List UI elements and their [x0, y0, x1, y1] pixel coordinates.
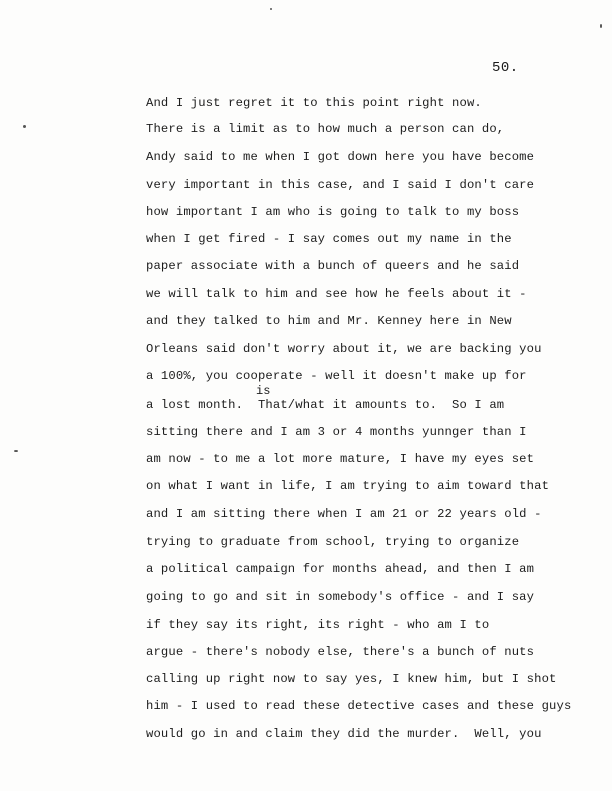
text-line: a lost month. That/what it amounts to. So I am	[146, 398, 505, 412]
text-line: argue - there's nobody else, there's a bunch of nuts	[146, 645, 535, 659]
text-line: when I get fired - I say comes out my name in the	[146, 232, 512, 246]
text-line: and they talked to him and Mr. Kenney here in New	[146, 314, 512, 328]
interlinear-insertion: is	[256, 384, 271, 398]
text-line: sitting there and I am 3 or 4 months yunnger than I	[146, 425, 527, 439]
text-line: paper associate with a bunch of queers and he said	[146, 259, 520, 273]
text-line: him - I used to read these detective cases and these guys	[146, 699, 572, 713]
scan-speck	[600, 24, 602, 28]
text-line: and I am sitting there when I am 21 or 22 years old -	[146, 507, 542, 521]
text-line: am now - to me a lot more mature, I have my eyes set	[146, 452, 535, 466]
text-line: Orleans said don't worry about it, we are backing you	[146, 342, 542, 356]
text-line: very important in this case, and I said I don't care	[146, 178, 535, 192]
text-line: Andy said to me when I got down here you have become	[146, 150, 535, 164]
text-line: if they say its right, its right - who am I to	[146, 618, 490, 632]
scan-speck	[270, 8, 272, 10]
text-line: we will talk to him and see how he feels about it -	[146, 287, 527, 301]
text-line: a political campaign for months ahead, and then I am	[146, 562, 535, 576]
text-line: would go in and claim they did the murder. Well, you	[146, 727, 542, 741]
scan-speck	[14, 450, 18, 452]
text-line: on what I want in life, I am trying to aim toward that	[146, 479, 550, 493]
page-number: 50.	[492, 60, 519, 76]
text-line: calling up right now to say yes, I knew him, but I shot	[146, 672, 557, 686]
text-line: There is a limit as to how much a person can do,	[146, 122, 505, 136]
scan-speck	[23, 125, 26, 128]
text-line: And I just regret it to this point right now.	[146, 96, 482, 110]
text-line: trying to graduate from school, trying to organize	[146, 535, 520, 549]
text-line: a 100%, you cooperate - well it doesn't make up for	[146, 369, 527, 383]
text-line: how important I am who is going to talk to my boss	[146, 205, 520, 219]
text-line: going to go and sit in somebody's office - and I say	[146, 590, 535, 604]
